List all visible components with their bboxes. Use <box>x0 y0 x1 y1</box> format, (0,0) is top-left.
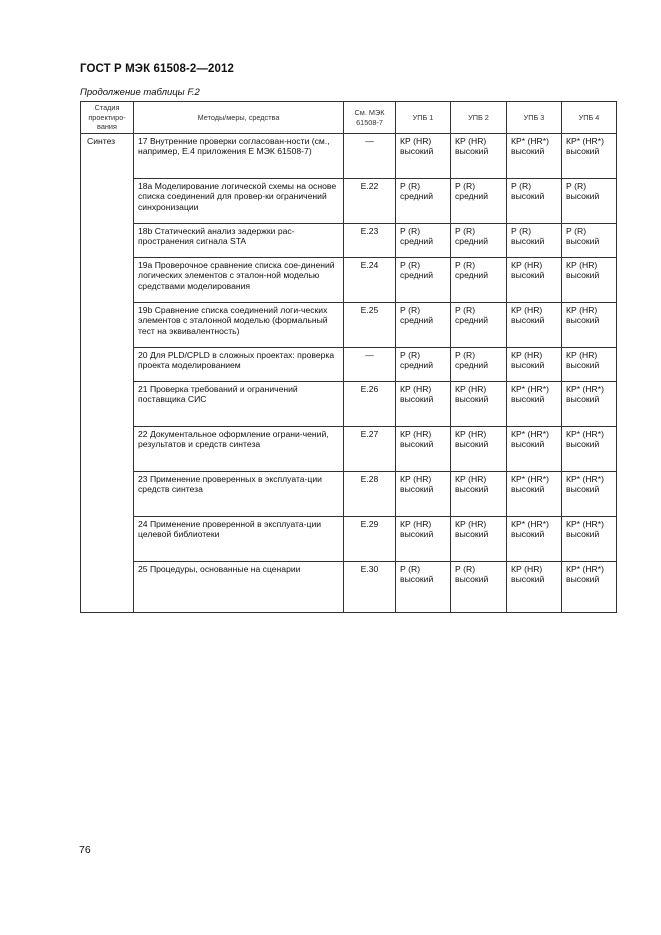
reference-cell: — <box>344 348 396 382</box>
sil2-cell: Р (R) высокий <box>451 562 507 613</box>
table-row <box>81 427 617 472</box>
document-title: ГОСТ Р МЭК 61508-2—2012 <box>80 63 234 75</box>
sil4-cell: КР (HR) высокий <box>562 303 617 348</box>
sil2-cell: Р (R) средний <box>451 258 507 303</box>
sil1-cell: Р (R) средний <box>396 179 451 224</box>
sil3-cell: КР (HR) высокий <box>507 258 562 303</box>
method-cell: 21 Проверка требований и ограничений поставщика СИС <box>134 382 344 427</box>
sil2-cell: Р (R) средний <box>451 303 507 348</box>
table-row <box>81 224 617 258</box>
method-cell: 23 Применение проверенных в эксплуата-ции средств синтеза <box>134 472 344 517</box>
methods-table <box>80 101 617 613</box>
sil2-cell: КР (HR) высокий <box>451 134 507 179</box>
header-methods: Методы/меры, средства <box>134 102 344 134</box>
method-cell: 22 Документальное оформление ограни-чений, результатов и средств синтеза <box>134 427 344 472</box>
reference-cell: — <box>344 134 396 179</box>
header-sil3: УПБ 3 <box>507 102 562 134</box>
sil2-cell: Р (R) средний <box>451 179 507 224</box>
method-cell: 19b Сравнение списка соединений логи-ческих элементов с эталонной моделью (формальный тест на эквивалентность) <box>134 303 344 348</box>
method-cell: 18b Статический анализ задержки рас-пространения сигнала STA <box>134 224 344 258</box>
table-row <box>81 517 617 562</box>
sil3-cell: КР* (HR*) высокий <box>507 472 562 517</box>
sil1-cell: КР (HR) высокий <box>396 382 451 427</box>
table-row <box>81 134 617 179</box>
reference-cell: Е.24 <box>344 258 396 303</box>
sil1-cell: Р (R) средний <box>396 224 451 258</box>
table-header-row <box>81 102 617 134</box>
sil1-cell: Р (R) средний <box>396 303 451 348</box>
sil3-cell: КР (HR) высокий <box>507 303 562 348</box>
sil4-cell: КР* (HR*) высокий <box>562 472 617 517</box>
sil2-cell: КР (HR) высокий <box>451 427 507 472</box>
table-row <box>81 472 617 517</box>
table-row <box>81 382 617 427</box>
sil2-cell: Р (R) средний <box>451 348 507 382</box>
sil4-cell: КР (HR) высокий <box>562 348 617 382</box>
reference-cell: Е.22 <box>344 179 396 224</box>
sil1-cell: КР (HR) высокий <box>396 517 451 562</box>
sil4-cell: КР* (HR*) высокий <box>562 517 617 562</box>
sil4-cell: КР* (HR*) высокий <box>562 427 617 472</box>
sil2-cell: КР (HR) высокий <box>451 382 507 427</box>
table-row <box>81 562 617 613</box>
sil4-cell: КР* (HR*) высокий <box>562 382 617 427</box>
stage-cell: Синтез <box>81 134 134 613</box>
reference-cell: Е.29 <box>344 517 396 562</box>
sil3-cell: КР (HR) высокий <box>507 562 562 613</box>
sil3-cell: КР* (HR*) высокий <box>507 134 562 179</box>
method-cell: 20 Для PLD/CPLD в сложных проектах: проверка проекта моделированием <box>134 348 344 382</box>
header-stage: Стадия проектиро-вания <box>81 102 134 134</box>
sil4-cell: Р (R) высокий <box>562 224 617 258</box>
table-row <box>81 258 617 303</box>
method-cell: 25 Процедуры, основанные на сценарии <box>134 562 344 613</box>
sil3-cell: Р (R) высокий <box>507 224 562 258</box>
table-row <box>81 348 617 382</box>
reference-cell: Е.23 <box>344 224 396 258</box>
sil4-cell: КР* (HR*) высокий <box>562 134 617 179</box>
sil2-cell: КР (HR) высокий <box>451 472 507 517</box>
header-reference: См. МЭК 61508-7 <box>344 102 396 134</box>
sil2-cell: Р (R) средний <box>451 224 507 258</box>
page-number: 76 <box>79 844 91 856</box>
method-cell: 18а Моделирование логической схемы на основе списка соединений для провер-ки ограничений синхронизации <box>134 179 344 224</box>
sil2-cell: КР (HR) высокий <box>451 517 507 562</box>
sil4-cell: КР* (HR*) высокий <box>562 562 617 613</box>
method-cell: 17 Внутренние проверки согласован-ности (см., например, Е.4 приложения Е МЭК 61508-7) <box>134 134 344 179</box>
sil3-cell: Р (R) высокий <box>507 179 562 224</box>
table-caption: Продолжение таблицы F.2 <box>80 87 200 98</box>
sil3-cell: КР (HR) высокий <box>507 348 562 382</box>
reference-cell: Е.30 <box>344 562 396 613</box>
sil3-cell: КР* (HR*) высокий <box>507 517 562 562</box>
table-row <box>81 179 617 224</box>
sil3-cell: КР* (HR*) высокий <box>507 382 562 427</box>
table-row <box>81 303 617 348</box>
sil4-cell: Р (R) высокий <box>562 179 617 224</box>
reference-cell: Е.26 <box>344 382 396 427</box>
sil1-cell: КР (HR) высокий <box>396 427 451 472</box>
sil4-cell: КР (HR) высокий <box>562 258 617 303</box>
method-cell: 19а Проверочное сравнение списка сое-динений логических элементов с эталон-ной моделью средствами моделирования <box>134 258 344 303</box>
reference-cell: Е.28 <box>344 472 396 517</box>
header-sil4: УПБ 4 <box>562 102 617 134</box>
sil1-cell: Р (R) средний <box>396 348 451 382</box>
method-cell: 24 Применение проверенной в эксплуата-ции целевой библиотеки <box>134 517 344 562</box>
sil1-cell: КР (HR) высокий <box>396 472 451 517</box>
sil1-cell: Р (R) средний <box>396 258 451 303</box>
header-sil1: УПБ 1 <box>396 102 451 134</box>
reference-cell: Е.25 <box>344 303 396 348</box>
sil3-cell: КР* (HR*) высокий <box>507 427 562 472</box>
header-sil2: УПБ 2 <box>451 102 507 134</box>
reference-cell: Е.27 <box>344 427 396 472</box>
sil1-cell: Р (R) высокий <box>396 562 451 613</box>
sil1-cell: КР (HR) высокий <box>396 134 451 179</box>
